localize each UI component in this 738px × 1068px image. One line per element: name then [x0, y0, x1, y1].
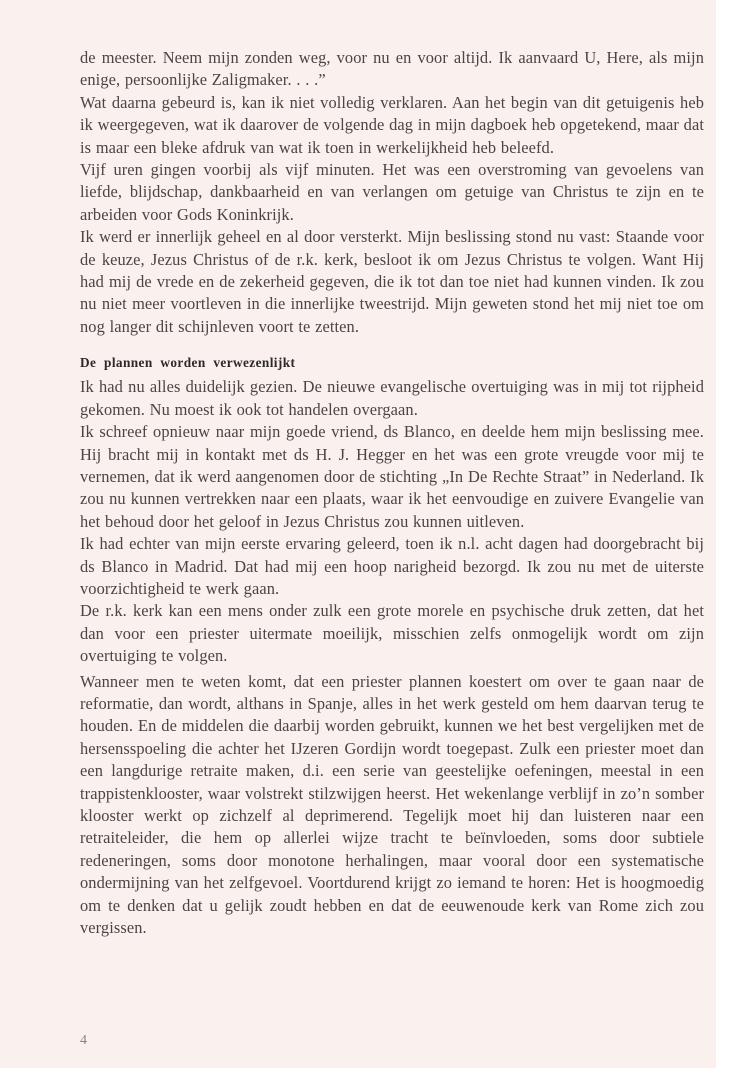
paragraph: Wanneer men te weten komt, dat een priester plannen koestert om over te gaan naar de reformatie, dan wordt, althans in Spanje, alles in het werk gesteld om hem daarvan terug te houden. En de middelen die daarbij worden gebruikt, kunnen we het best vergelijken met de hersensspoeling die achter het IJzeren Gordijn wordt toegepast. Zulk een priester moet dan een langdurige retraite maken, d.i. een serie van geestelijke oefeningen, meestal in een trappistenklooster, waar volstrekt stilzwijgen heerst. Het wekenlange verblijf in zo’n somber klooster werkt op zichzelf al deprimerend. Tegelijk moet hij dan luisteren naar een retraiteleider, die hem op allerlei wijze tracht te beïnvloeden, soms door subtiele redeneringen, soms door monotone herhalingen, maar vooral door een systematische ondermijning van het zelfgevoel. Voortdurend krijgt zo iemand te horen: Het is hoogmoedig om te denken dat u gelijk zoudt hebben en dat de eeuwenoude kerk van Rome zich zou vergissen.: [80, 671, 704, 938]
paragraph: Ik had nu alles duidelijk gezien. De nieuwe evangelische overtuiging was in mij tot rijpheid gekomen. Nu moest ik ook tot handelen overgaan.: [80, 377, 704, 419]
section-heading: De plannen worden verwezenlijkt: [80, 355, 296, 371]
page-number: 4: [80, 1033, 87, 1048]
paragraph: Ik schreef opnieuw naar mijn goede vriend, ds Blanco, en deelde hem mijn beslissing mee. Hij bracht mij in kontakt met ds H. J. Hegger en het was een grote vreugde voor mij te vernemen, dat ik werd aangenomen door de stichting „In De Rechte Straat” in Nederland. Ik zou nu kunnen vertrekken naar een plaats, waar ik het eenvoudige en zuivere Evangelie van het behoud door het geloof in Jezus Christus zou kunnen uitleven.: [80, 422, 704, 531]
paragraph: Ik had echter van mijn eerste ervaring geleerd, toen ik n.l. acht dagen had doorgebracht bij ds Blanco in Madrid. Dat had mij een hoop narigheid bezorgd. Ik zou nu met de uiterste voorzichtigheid te werk gaan.: [80, 534, 704, 598]
paragraph: de meester. Neem mijn zonden weg, voor nu en voor altijd. Ik aanvaard U, Here, als mijn enige, persoonlijke Zaligmaker. . . .”: [80, 48, 704, 90]
paragraph: Wat daarna gebeurd is, kan ik niet volledig verklaren. Aan het begin van dit getuigenis heb ik weergegeven, wat ik daarover de volgende dag in mijn dagboek heb opgetekend, maar dat is maar een bleke afdruk van wat ik toen in werkelijkheid heb beleefd.: [80, 92, 704, 157]
page-body-text: [80, 47, 704, 939]
paragraph: De r.k. kerk kan een mens onder zulk een grote morele en psychische druk zetten, dat het dan voor een priester uitermate moeilijk, misschien zelfs onmogelijk wordt om zijn overtuiging te volgen.: [80, 601, 704, 666]
paragraph: Vijf uren gingen voorbij als vijf minuten. Het was een overstroming van gevoelens van liefde, blijdschap, dankbaarheid en van verlangen om getuige van Christus te zijn en te arbeiden voor Gods Koninkrijk.: [80, 160, 704, 224]
paragraph: Ik werd er innerlijk geheel en al door versterkt. Mijn beslissing stond nu vast: Staande voor de keuze, Jezus Christus of de r.k. kerk, besloot ik om Jezus Christus te volgen. Want Hij had mij de vrede en de zekerheid gegeven, die ik tot dan toe niet had kunnen vinden. Ik zou nu niet meer voortleven in die innerlijke tweestrijd. Mijn geweten stond het mij niet toe om nog langer dit schijnleven voort te zetten.: [80, 227, 704, 336]
